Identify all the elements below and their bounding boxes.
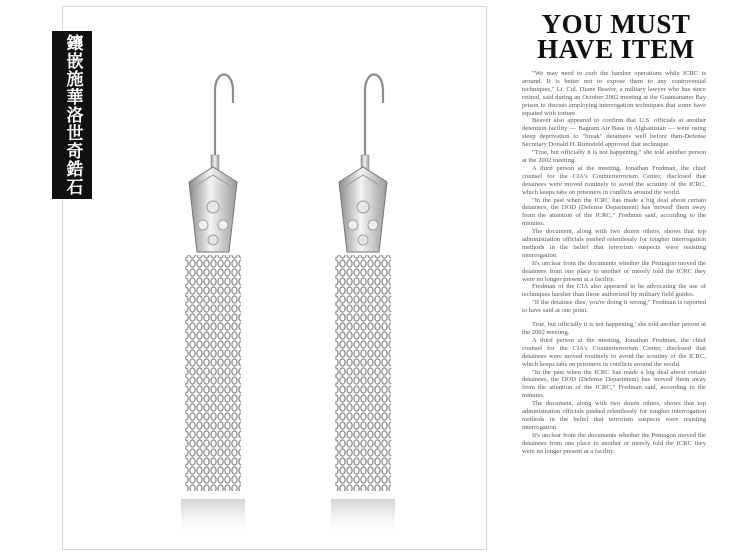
product-photo <box>62 6 487 550</box>
article-text <box>522 70 706 544</box>
vertical-tag-text: 鑲嵌施華洛世奇鋯石 <box>62 34 83 196</box>
article-paragraph: The document, along with two dozen others, shows that top administration officials pushed relentlessly for tougher interrogation methods in the belief that terrorism suspects were resisting interrogation. <box>522 228 706 259</box>
article-paragraph: A third person at the meeting, Jonathan Fredman, the chief counsel for the CIA's Counterterrorism Center, disclosed that detainees were moved routinely to avoid the scrutiny of the ICRC, which keeps tabs on prisoners in conflicts around the world. <box>522 164 706 196</box>
article-paragraph: A third person at the meeting, Jonathan Fredman, the chief counsel for the CIA's Counterterrorism Center, disclosed that detainees were moved routinely to avoid the scrutiny of the ICRC, which keeps tabs on prisoners in conflicts around the world. <box>522 336 706 368</box>
headline-line-1: YOU MUST <box>541 9 691 39</box>
article-paragraph: It's unclear from the documents whether the Pentagon moved the detainees from one place to another or merely told the ICRC they were no longer present at a facility. <box>522 431 706 455</box>
headline <box>516 9 716 64</box>
article-paragraph: "In the past when the ICRC has made a big deal about certain detainees, the DOD (Defense Department) has 'moved' them away from the attention of the ICRC," Fredman said, according to the minutes. <box>522 196 706 228</box>
vertical-tag <box>52 31 92 199</box>
article-paragraph: "We may need to curb the harsher operations while ICRC is around. It is better not to expose them to any controversial techniques," Lt. Col. Diane Beaver, a military lawyer who has since retired, said during an October 2002 meeting at the Guantanamo Bay prison to discuss employing interrogation techniques that some have equated with torture. <box>522 70 706 117</box>
article-paragraph: "In the past when the ICRC has made a big deal about certain detainees, the DOD (Defense Department) has 'moved' them away from the attention of the ICRC," Fredman said, according to the minutes. <box>522 368 706 400</box>
article-paragraph: It's unclear from the documents whether the Pentagon moved the detainees from one place to another or merely told the ICRC they were no longer present at a facility. <box>522 259 706 283</box>
article-paragraph: The document, along with two dozen others, shows that top administration officials pushed relentlessly for tougher interrogation methods in the belief that terrorism suspects were resisting interrogation. <box>522 400 706 431</box>
earring-left <box>63 7 486 549</box>
article-paragraph: Fredman of the CIA also appeared to be advocating the use of techniques harsher than those authorized by military field guides. <box>522 283 706 299</box>
article-paragraph: "If the detainee dies, you're doing it wrong," Fredman is reported to have said at one point. <box>522 299 706 315</box>
article-paragraph: Beaver also appeared to confirm that U.S. officials at another detention facility — Bagram Air Base in Afghanistan — were using sleep deprivation to "break" detainees well before then-Defense Secretary Donald H. Rumsfeld approved that technique. <box>522 117 706 149</box>
article-paragraph: "True, but officially it is not happening," she told another person at the 2002 meeting. <box>522 149 706 164</box>
headline-line-2: HAVE ITEM <box>537 34 695 64</box>
article-paragraph: True, but officially it is not happening,' she told another person at the 2002 meeting. <box>522 321 706 336</box>
